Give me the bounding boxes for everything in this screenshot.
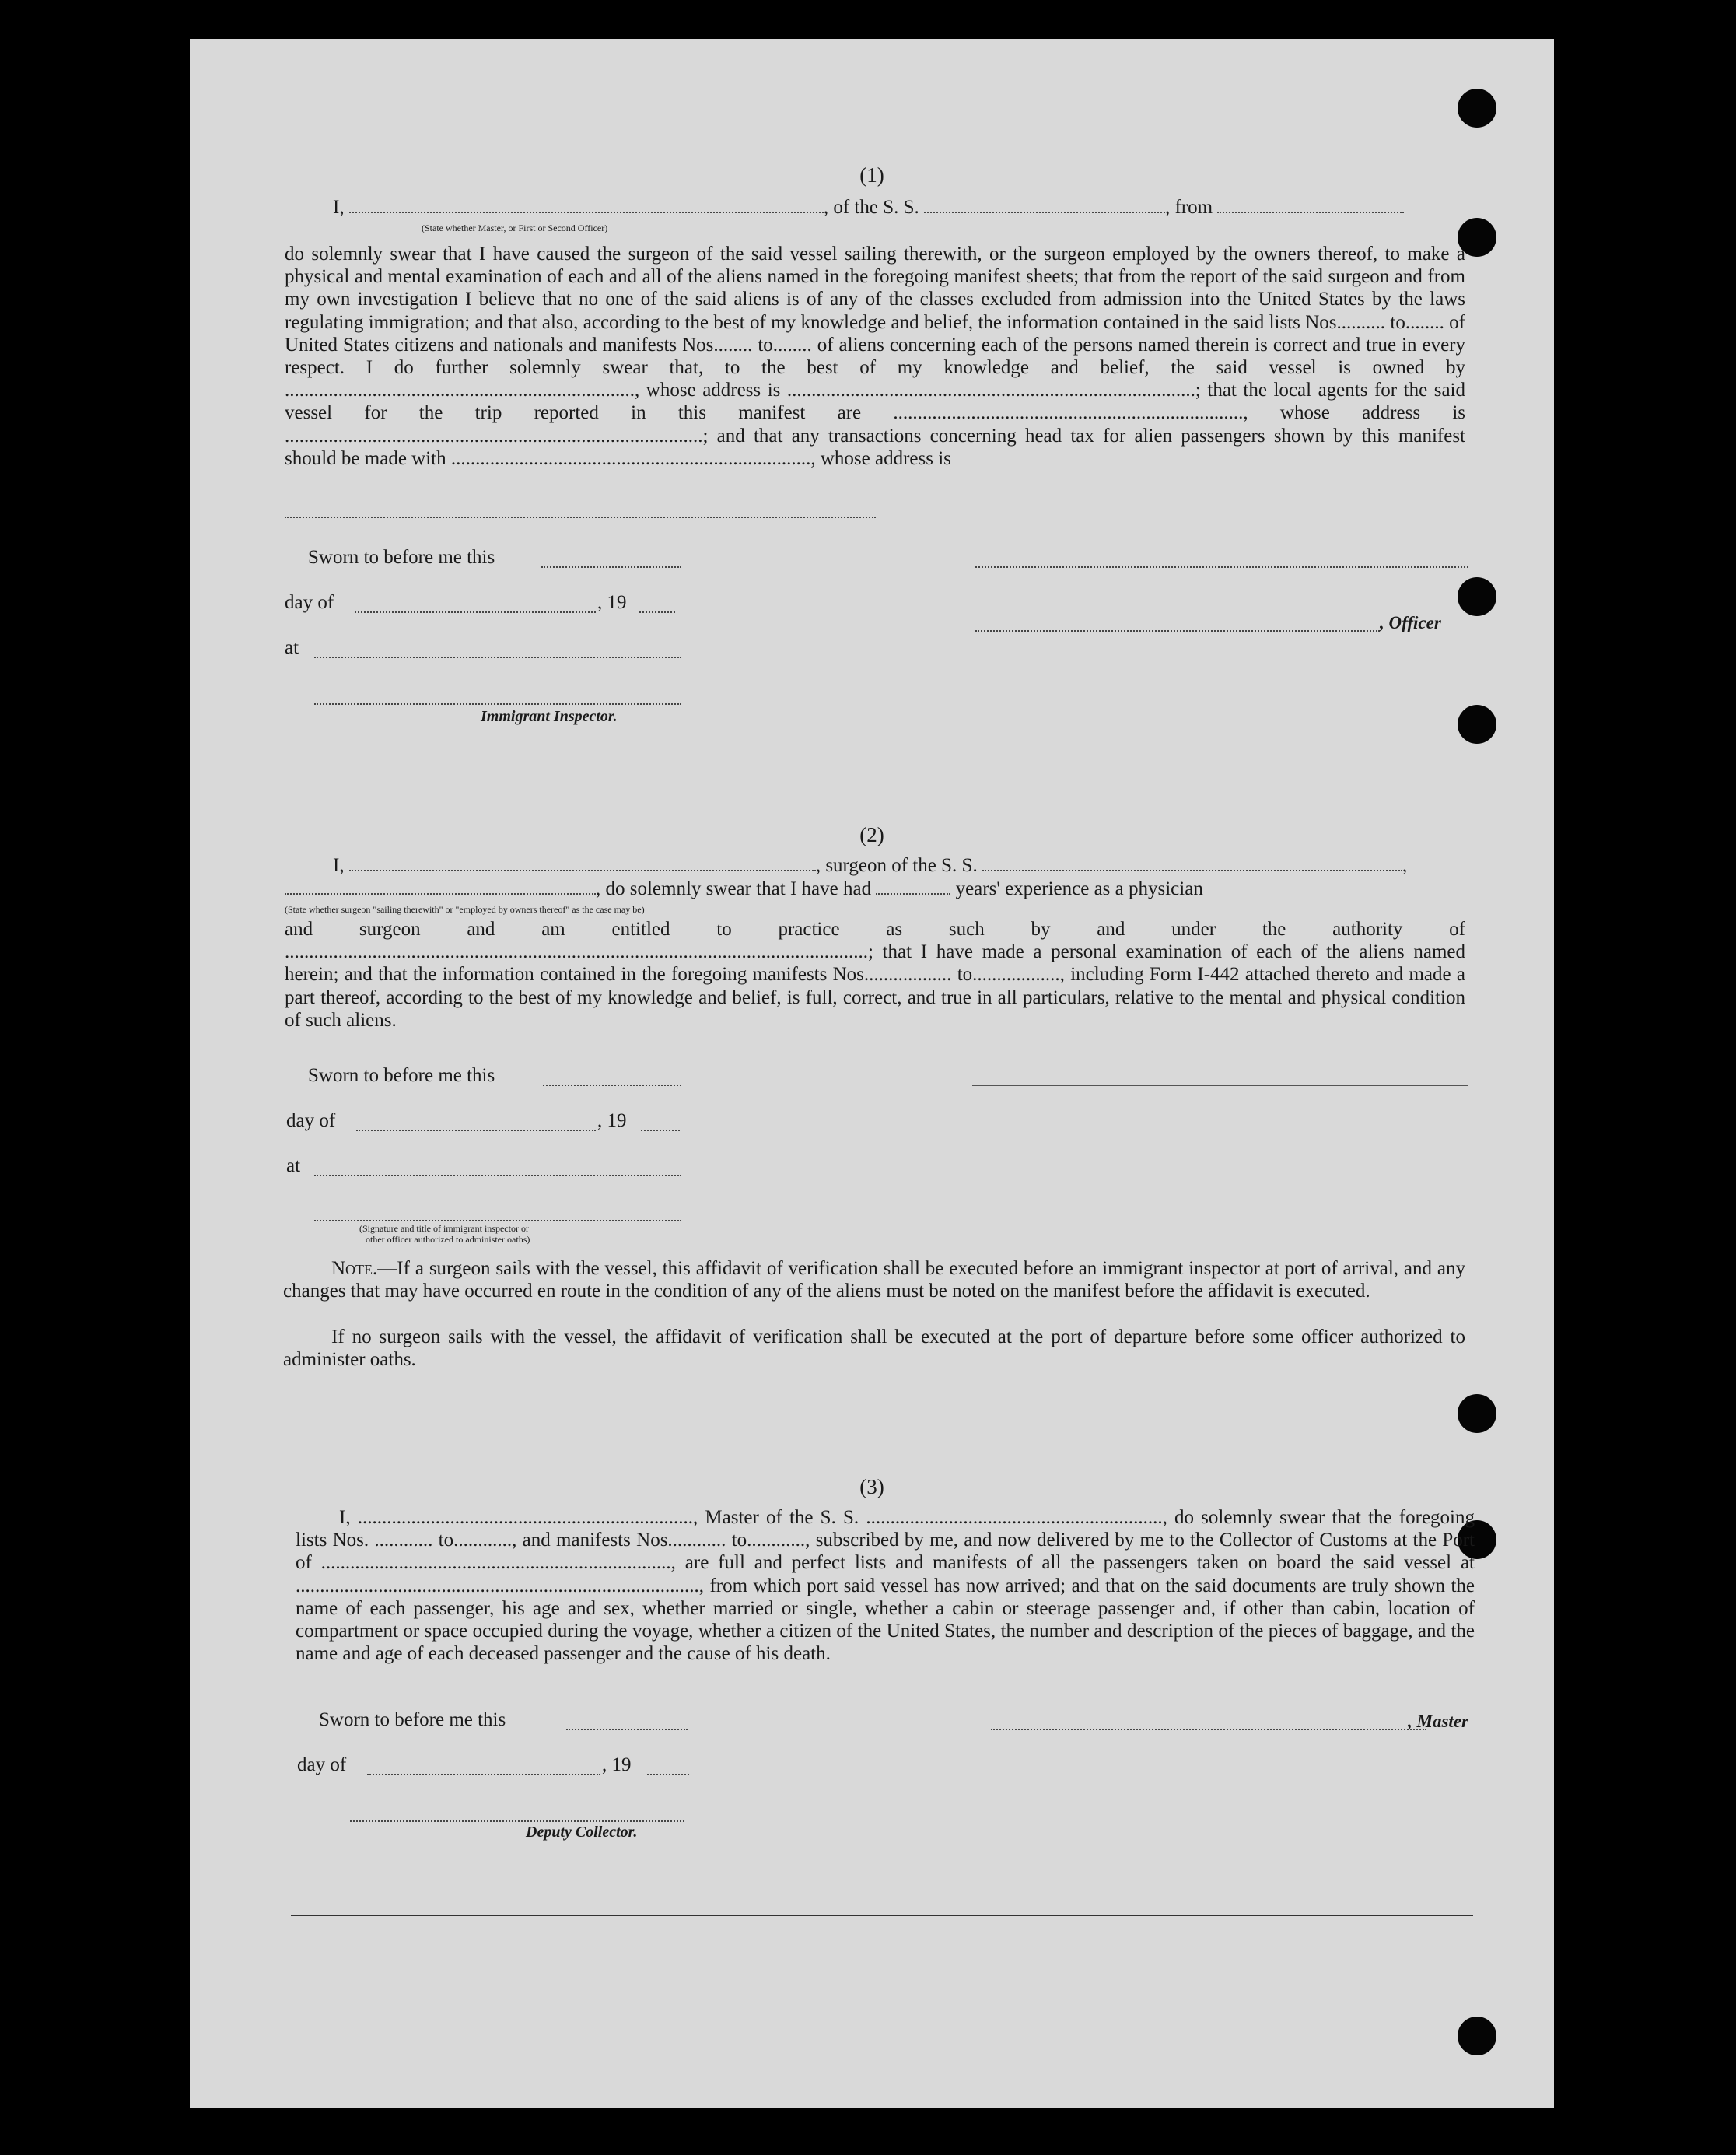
- sworn-label: Sworn to before me this: [319, 1709, 506, 1730]
- at-place-field[interactable]: [314, 1173, 681, 1176]
- from-port-field[interactable]: [1217, 196, 1404, 213]
- day-of-label: day of: [297, 1754, 347, 1775]
- day-of-label: day of: [286, 1110, 336, 1131]
- officer-signature-line[interactable]: [975, 565, 1468, 568]
- section1-oath-text: do solemnly swear that I have caused the surgeon of the said vessel sailing therewith, or the surgeon employed by the owners thereof, to make a physical and mental examination of each and all of the aliens named in the foregoing manifest sheets; that from the report of the said surgeon and from my own investigation I believe that no one of the said aliens is of any of the classes excluded from admission into the United States by the laws regulating immigration; and that also, according to the best of my knowledge and belief, the information contained in the said lists Nos.......... to........ of United States citizens and nationals and manifests Nos........ to........ of aliens concerning each of the persons named therein is correct and true in every respect. I do further solemnly swear that, to the best of my knowledge and belief, the said vessel is owned by ........................................................................, whose address is ....................................................................................; that the local agents for the said vessel for the trip reported in this manifest are ........................................................................, whose address is ......................................................................................; and that any transactions concerning head tax for alien passengers shown by this manifest should be made with .........................................................................., whose address is: [285, 244, 1465, 469]
- from-label: , from: [1165, 197, 1213, 218]
- at-label: at: [286, 1155, 301, 1176]
- month-field[interactable]: [367, 1772, 600, 1775]
- section-number: (3): [859, 1475, 884, 1498]
- officer-caption: (State whether Master, or First or Second Officer): [422, 223, 608, 233]
- officer-label: , Officer: [1380, 613, 1441, 632]
- day-of-label: day of: [285, 592, 334, 613]
- sworn-date-field[interactable]: [543, 1083, 681, 1086]
- year-label: , 19: [597, 592, 627, 613]
- note-label: Note.: [331, 1258, 378, 1279]
- vessel-name-field[interactable]: [924, 196, 1165, 213]
- note-paragraph: [283, 1257, 1465, 1302]
- binder-hole: [1458, 705, 1496, 744]
- month-field[interactable]: [355, 610, 596, 613]
- bottom-rule: [291, 1915, 1473, 1916]
- note-text: —If a surgeon sails with the vessel, this affidavit of verification shall be executed before an immigrant inspector at port of arrival, and any changes that may have occurred en route in the condition of any of the aliens must be noted on the manifest before the affidavit is executed.: [283, 1258, 1465, 1302]
- experience-line: [285, 878, 1203, 901]
- form-sheet: [190, 39, 1554, 2108]
- at-label: at: [285, 637, 299, 658]
- binder-hole: [1458, 89, 1496, 128]
- swear-label: , do solemnly swear that I have had: [596, 878, 872, 899]
- sworn-label: Sworn to before me this: [308, 1065, 495, 1086]
- year-label: , 19: [602, 1754, 632, 1775]
- section-number: (1): [859, 163, 884, 187]
- section2-oath-text: and surgeon and am entitled to practice as such by and under the authority of ........................................................................................................................; that I have made a personal examination of each of the aliens named herein; and that the information contained in the foregoing manifests Nos.................. to.................., including Form I-442 attached thereto and made a part thereof, according to the best of my knowledge and belief, is full, correct, and true in all particulars, relative to the mental and physical condition of such aliens.: [285, 919, 1465, 1031]
- note-paragraph-2: If no surgeon sails with the vessel, the affidavit of verification shall be executed at the port of departure before some officer authorized to administer oaths.: [283, 1326, 1465, 1371]
- surgeon-signature-line[interactable]: [972, 1083, 1468, 1086]
- years-field[interactable]: [876, 878, 950, 895]
- officer-name-field[interactable]: [349, 196, 824, 213]
- immigrant-inspector-label: Immigrant Inspector.: [481, 708, 618, 725]
- officer-line: [333, 196, 1404, 219]
- address-continuation-line[interactable]: [285, 515, 876, 518]
- surgeon-of-label: , surgeon of the S. S.: [815, 855, 978, 876]
- section3-oath-text: I, ....................................................................., Master of the S. S. ............................................................., do solemnly swear that the foregoing lists Nos. ............ to............, and manifests Nos............ to............, subscribed by me, and now delivered by me to the Collector of Customs at the Port of ........................................................................, are full and perfect lists and manifests of all the passengers taken on board the said vessel at ..................................................................................., from which port said vessel has now arrived; and that on the said documents are truly shown the name of each passenger, his age and sex, whether married or single, whether a cabin or steerage passenger and, if other than cabin, location of compartment or space occupied during the voyage, whether a citizen of the United States, the number and description of the pieces of baggage, and the name and age of each deceased passenger and the cause of his death.: [296, 1507, 1475, 1665]
- sworn-date-field[interactable]: [566, 1727, 688, 1730]
- vessel-name-field[interactable]: [982, 854, 1402, 871]
- collector-signature-line[interactable]: [350, 1819, 684, 1822]
- surgeon-name-field[interactable]: [349, 854, 816, 871]
- at-place-field[interactable]: [314, 655, 681, 658]
- year-field[interactable]: [647, 1772, 689, 1775]
- of-ss-label: , of the S. S.: [823, 197, 919, 218]
- binder-hole: [1458, 577, 1496, 616]
- year-field[interactable]: [641, 1128, 680, 1131]
- month-field[interactable]: [356, 1128, 596, 1131]
- i-label: I,: [333, 197, 345, 218]
- year-label: , 19: [597, 1110, 627, 1131]
- i-label: I,: [333, 855, 345, 876]
- surgeon-line: I, , surgeon of the S. S. ,: [333, 855, 1408, 876]
- deputy-collector-label: Deputy Collector.: [526, 1824, 638, 1841]
- sworn-date-field[interactable]: [541, 565, 681, 568]
- signature-caption: other officer authorized to administer oaths): [366, 1234, 530, 1245]
- inspector-signature-line[interactable]: [314, 702, 681, 705]
- surgeon-status-field[interactable]: [285, 878, 596, 895]
- binder-hole: [1458, 1394, 1496, 1433]
- binder-hole: [1458, 2017, 1496, 2055]
- inspector-signature-line[interactable]: [314, 1218, 681, 1221]
- year-field[interactable]: [639, 610, 675, 613]
- officer-title-line[interactable]: [975, 629, 1380, 632]
- signature-caption: (Signature and title of immigrant inspector or: [359, 1223, 529, 1234]
- years-label: years' experience as a physician: [955, 878, 1203, 899]
- section-number: (2): [859, 823, 884, 846]
- surgeon-caption: (State whether surgeon "sailing therewith" or "employed by owners thereof" as the case may be): [285, 904, 645, 915]
- sworn-label: Sworn to before me this: [308, 547, 495, 568]
- master-label: , Master: [1408, 1712, 1468, 1731]
- master-signature-line[interactable]: [991, 1727, 1426, 1730]
